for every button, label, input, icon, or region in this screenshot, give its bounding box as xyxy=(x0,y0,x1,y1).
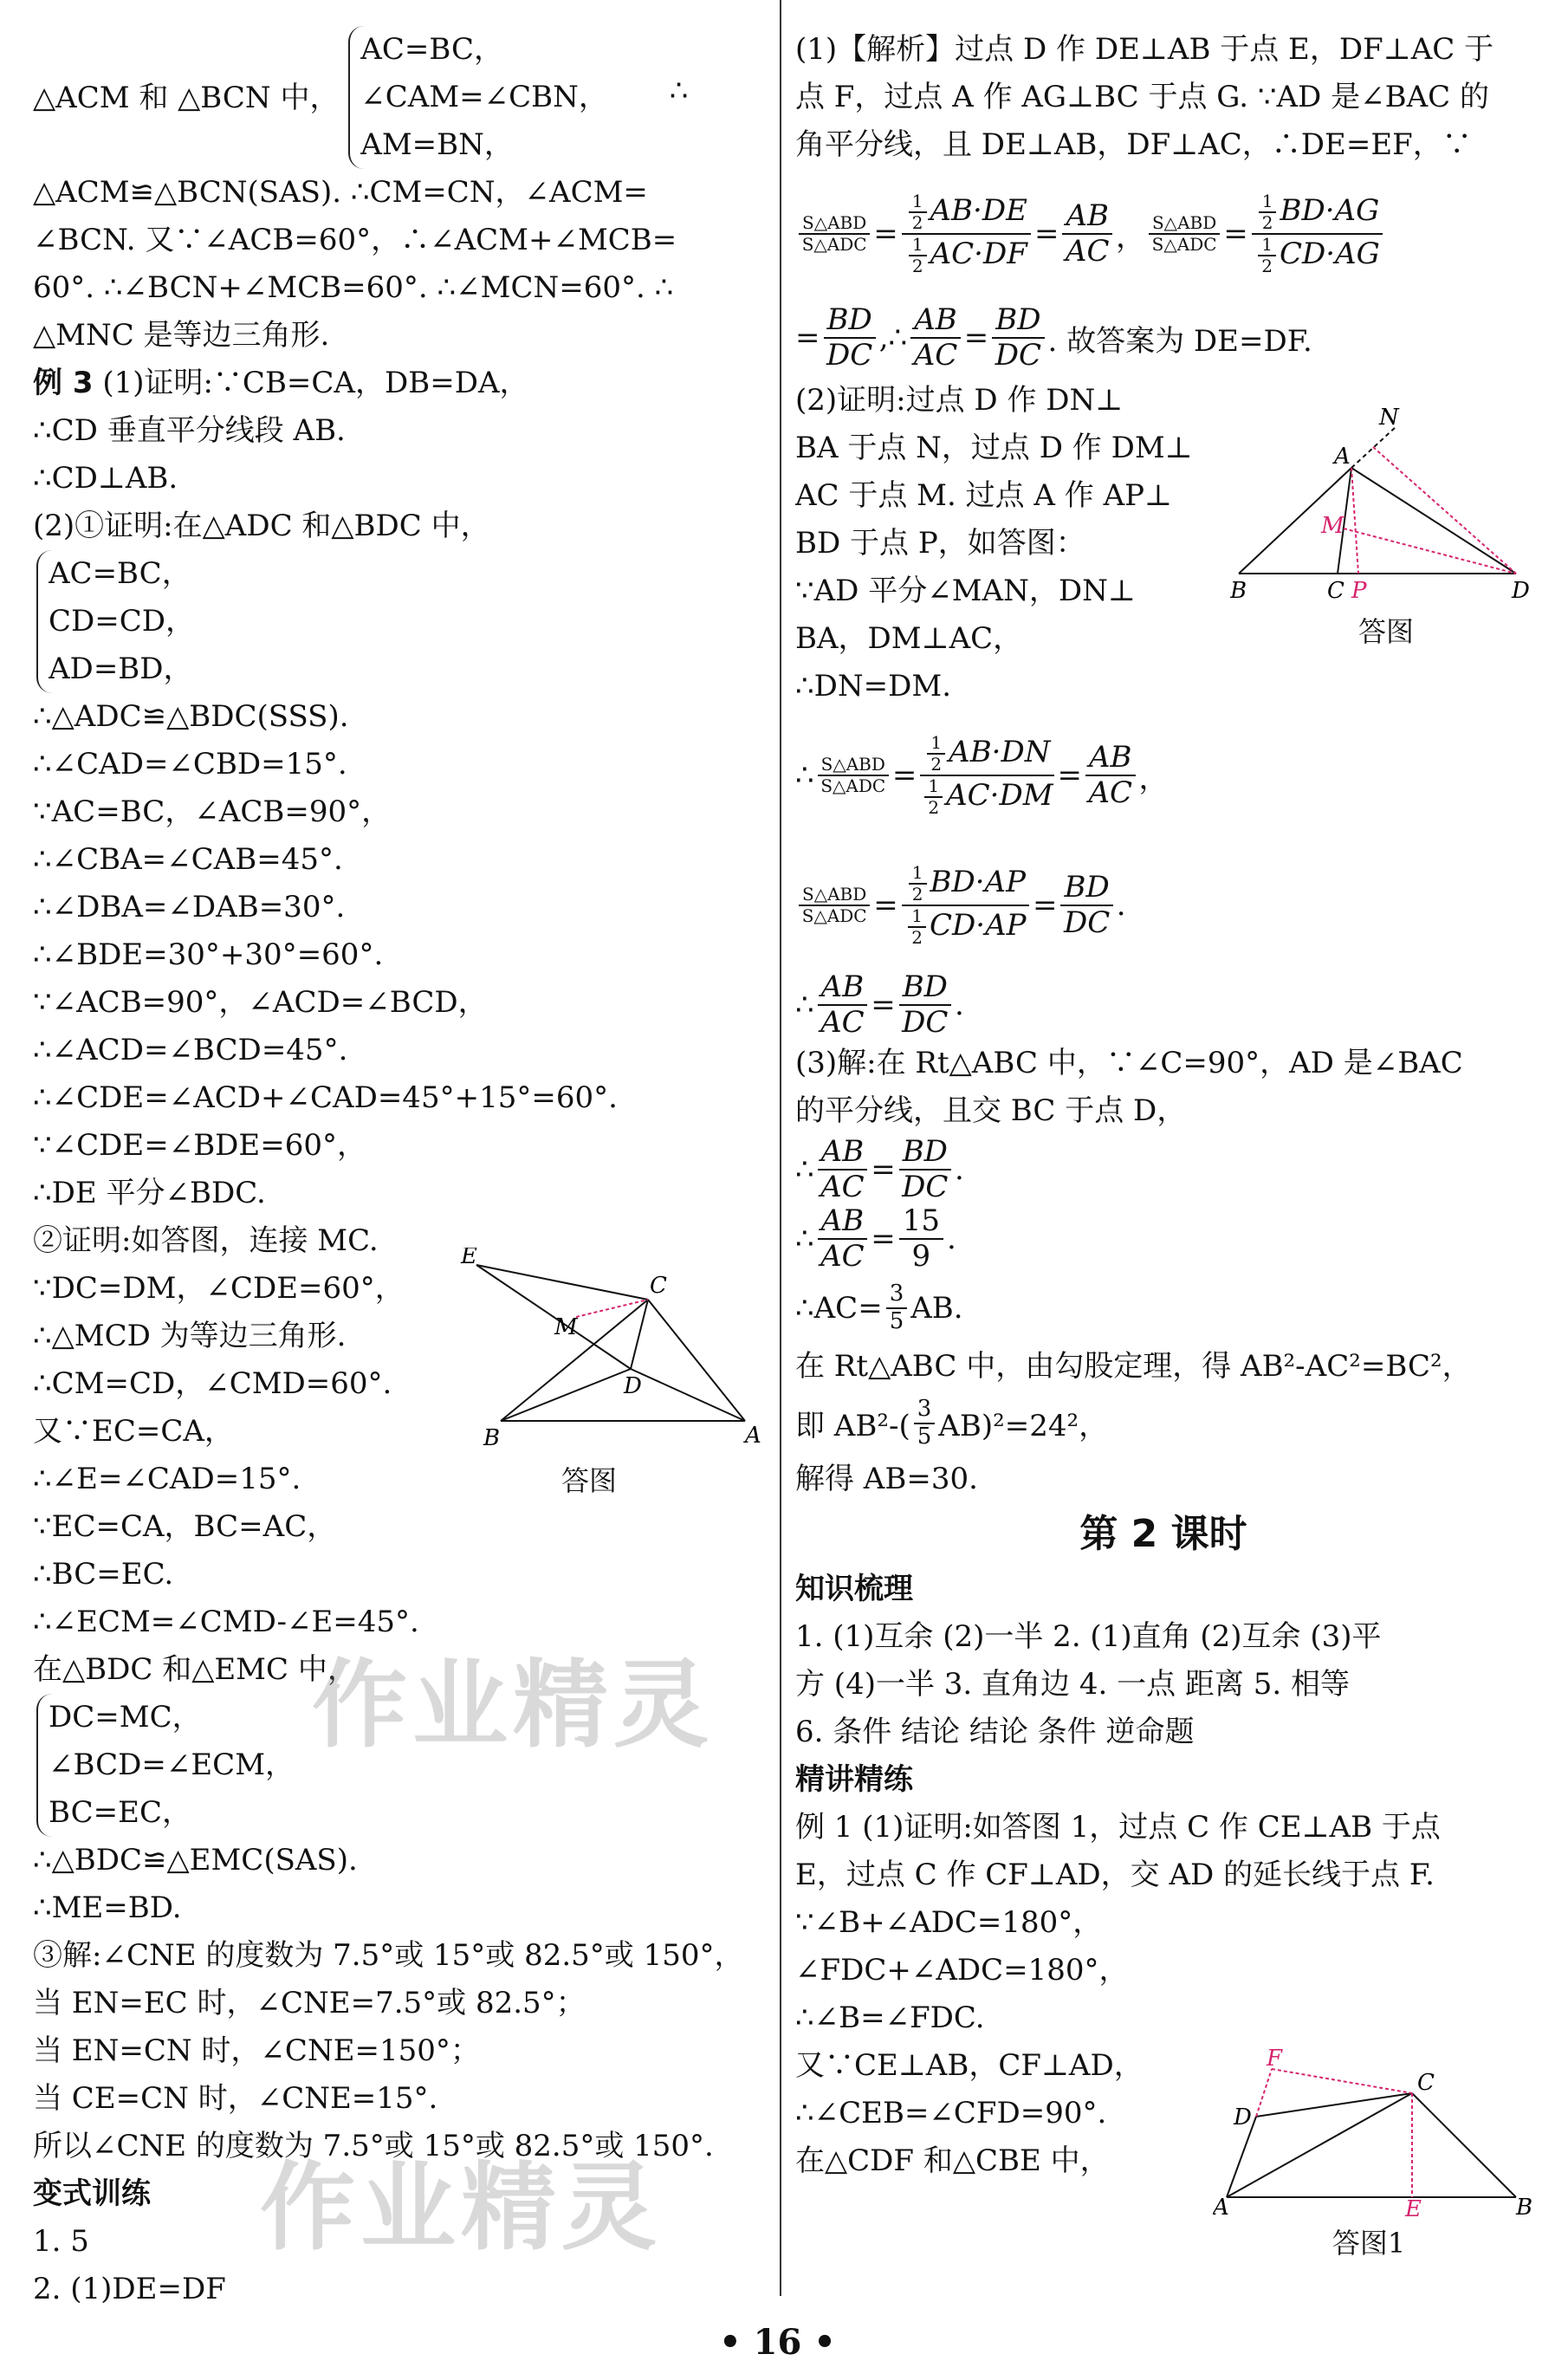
solution-line: (3)解:在 Rt△ABC 中，∵∠C=90°，AD 是∠BAC xyxy=(795,1046,1463,1080)
brace-conditions-1 xyxy=(348,26,608,169)
proof-line: ∴∠CDE=∠ACD+∠CAD=45°+15°=60°. xyxy=(33,1080,618,1115)
proof-line: ∴ME=BD. xyxy=(33,1890,182,1925)
label-B: B xyxy=(1516,2195,1533,2218)
proof-line: 当 EN=EC 时，∠CNE=7.5°或 82.5°； xyxy=(33,1986,586,2020)
label-P: P xyxy=(1351,578,1367,604)
proof-line: ∴△MCD 为等边三角形. xyxy=(33,1319,347,1353)
proof-line: ∴∠CAD=∠CBD=15°. xyxy=(33,747,347,781)
knowledge-line: 方 (4)一半 3. 直角边 4. 一点 距离 5. 相等 xyxy=(795,1667,1350,1702)
answer-line: 1. 5 xyxy=(33,2224,89,2259)
label-E: E xyxy=(1405,2196,1422,2218)
watermark: 作业精灵 xyxy=(312,1650,714,1761)
congruence-intro xyxy=(33,26,778,169)
geometry-figure-right-bottom xyxy=(1213,2045,1542,2218)
section-heading-knowledge: 知识梳理 xyxy=(795,1572,913,1606)
solution-line: 点 F，过点 A 作 AG⊥BC 于点 G. ∵AD 是∠BAC 的 xyxy=(795,80,1489,114)
solution-line: 的平分线，且交 BC 于点 D， xyxy=(795,1093,1187,1128)
proof-line: 所以∠CNE 的度数为 7.5°或 15°或 82.5°或 150°. xyxy=(33,2129,714,2163)
proof-line: 又∵EC=CA， xyxy=(33,1414,234,1449)
label-B: B xyxy=(1230,578,1247,604)
right-column xyxy=(795,26,1532,2185)
proof-line: ∴∠E=∠CAD=15°. xyxy=(33,1462,301,1496)
label-N: N xyxy=(1379,407,1399,431)
proof-line: 例 1 (1)证明:如答图 1，过点 C 作 CE⊥AB 于点 xyxy=(795,1810,1441,1845)
proof-line: ∴△ADC≌△BDC(SSS). xyxy=(33,699,349,734)
formula-row-6: ∴ $\frac{AB}{AC}$ = $\frac{BD}{DC}$ . xyxy=(795,1133,964,1204)
label-C: C xyxy=(1417,2070,1435,2096)
proof-line: ∴CD 垂直平分线段 AB. xyxy=(33,413,346,448)
proof-line: ∴∠BDE=30°+30°=60°. xyxy=(33,937,384,972)
proof-line: ∵∠ACB=90°，∠ACD=∠BCD， xyxy=(33,985,488,1020)
proof-line: ∴∠DBA=∠DAB=30°. xyxy=(33,890,346,924)
label-E: E xyxy=(461,1248,477,1269)
formula-row-9: 即 AB²-( $\frac{3}{5}$ AB)²=24²， xyxy=(795,1395,1109,1449)
figure-right-bottom xyxy=(1213,2045,1542,2279)
example-label: 例 3 xyxy=(33,366,94,400)
formula-row-3: ∴ $\frac{\text{S△ABD}}{\text{S△ADC}}$ = $\frac{1}{2}$ AB·DN $\frac{1}{2}$ AC·DM = $\frac{AB}{AC}$ ， xyxy=(795,732,1169,818)
proof-line: ∠FDC+∠ADC=180°， xyxy=(795,1953,1129,1988)
proof-line: ∴∠ACD=∠BCD=45°. xyxy=(33,1033,348,1067)
brace-conditions-3 xyxy=(36,1694,295,1837)
proof-line: ∵∠CDE=∠BDE=60°， xyxy=(33,1128,367,1163)
formula-row-2: = $\frac{BD}{DC}$ ,∴ $\frac{AB}{AC}$ = $\frac{BD}{DC}$ . 故答案为 DE=DF. xyxy=(795,302,1312,373)
condition: BC=EC， xyxy=(49,1795,191,1830)
proof-line: ∴∠CBA=∠CAB=45°. xyxy=(33,842,343,877)
section-heading-variant: 变式训练 xyxy=(33,2176,151,2211)
label-C: C xyxy=(650,1273,667,1299)
proof-line: ∴DE 平分∠BDC. xyxy=(33,1176,266,1210)
condition: ∠BCD=∠ECM， xyxy=(49,1748,295,1782)
proof-line: ∵∠B+∠ADC=180°， xyxy=(795,1905,1103,1940)
solution-line: 在 Rt△ABC 中，由勾股定理，得 AB²-AC²=BC²， xyxy=(795,1349,1472,1384)
knowledge-line: 6. 条件 结论 结论 条件 逆命题 xyxy=(795,1715,1195,1749)
figure-left xyxy=(459,1248,771,1497)
proof-line: E，过点 C 作 CF⊥AD，交 AD 的延长线于点 F. xyxy=(795,1858,1435,1892)
column-divider xyxy=(780,0,781,2296)
watermark: 作业精灵 xyxy=(260,2152,662,2263)
proof-line: (1)证明:∵CB=CA，DB=DA， xyxy=(102,366,529,400)
condition: AC=BC， xyxy=(49,556,191,591)
intro-text: △ACM 和 △BCN 中， xyxy=(33,81,340,115)
solution-line: 解得 AB=30. xyxy=(795,1462,978,1496)
proof-line: 在△CDF 和△CBE 中， xyxy=(795,2143,1110,2178)
label-B: B xyxy=(483,1425,501,1451)
proof-line: ∠BCN. 又∵∠ACB=60°，∴∠ACM+∠MCB= xyxy=(33,223,677,257)
condition: AC=BC， xyxy=(360,32,503,67)
geometry-figure-right-top xyxy=(1230,407,1542,606)
proof-line: △ACM≌△BCN(SAS). ∴CM=CN，∠ACM= xyxy=(33,175,648,210)
proof-line: 在△BDC 和△EMC 中， xyxy=(33,1652,357,1687)
formula-row-4: $\frac{\text{S△ABD}}{\text{S△ADC}}$ = $\frac{1}{2}$ BD·AP $\frac{1}{2}$ CD·AP = $\frac{BD}{DC}$ . xyxy=(795,840,1532,970)
label-D: D xyxy=(624,1373,642,1399)
fraction: $\frac{1}{2}$ AB·DE $\frac{1}{2}$ AC·DF xyxy=(902,191,1031,276)
proof-line: ∴△BDC≌△EMC(SAS). xyxy=(33,1843,358,1877)
label-A: A xyxy=(1334,444,1351,470)
proof-line: (2)证明:过点 D 作 DN⊥ xyxy=(795,383,1124,418)
label-D: D xyxy=(1512,578,1530,604)
formula-row-5: ∴ $\frac{AB}{AC}$ = $\frac{BD}{DC}$ . xyxy=(795,969,964,1040)
condition: AM=BN， xyxy=(360,127,514,162)
formula-row-7: ∴ $\frac{AB}{AC}$ = $\frac{15}{9}$ . xyxy=(795,1203,956,1274)
proof-line: (2)①证明:在△ADC 和△BDC 中， xyxy=(33,509,490,543)
proof-line: ②证明:如答图，连接 MC. xyxy=(33,1223,379,1258)
answer-text: . 故答案为 DE=DF. xyxy=(1047,323,1312,359)
therefore-sign: ∴ xyxy=(669,74,689,108)
condition: DC=MC， xyxy=(49,1700,202,1735)
proof-line: 当 EN=CN 时，∠CNE=150°； xyxy=(33,2033,480,2068)
proof-line: AC 于点 M. 过点 A 作 AP⊥ xyxy=(795,478,1172,513)
label-M: M xyxy=(1321,513,1344,539)
proof-line: ∴CD⊥AB. xyxy=(33,461,178,496)
figure-right-top xyxy=(1230,407,1542,650)
left-column xyxy=(33,26,778,2313)
proof-line: ∴∠B=∠FDC. xyxy=(795,2001,985,2035)
label-D: D xyxy=(1234,2104,1252,2130)
answer-line: 2. (1)DE=DF xyxy=(33,2272,226,2306)
section-heading-practice: 精讲精练 xyxy=(795,1762,913,1797)
brace-conditions-2 xyxy=(36,550,195,693)
proof-line: ∵DC=DM，∠CDE=60°， xyxy=(33,1271,405,1306)
figure-caption: 答图 xyxy=(1357,615,1414,648)
proof-line: BA 于点 N，过点 D 作 DM⊥ xyxy=(795,431,1193,465)
geometry-figure-left xyxy=(459,1248,771,1456)
figure-caption: 答图1 xyxy=(1331,2227,1406,2260)
proof-line: BD 于点 P，如答图： xyxy=(795,526,1085,561)
example-3-line xyxy=(33,360,778,407)
fraction: $\frac{1}{2}$ BD·AG $\frac{1}{2}$ CD·AG xyxy=(1252,191,1383,276)
proof-line: ∵EC=CA，BC=AC， xyxy=(33,1509,337,1544)
proof-line: 又∵CE⊥AB，CF⊥AD， xyxy=(795,2048,1144,2083)
proof-line: 当 CE=CN 时，∠CNE=15°. xyxy=(33,2081,438,2116)
condition: CD=CD， xyxy=(49,604,196,639)
proof-line: ∵AC=BC，∠ACB=90°， xyxy=(33,794,392,829)
proof-line: ∴BC=EC. xyxy=(33,1557,174,1592)
proof-line: ∴∠ECM=∠CMD-∠E=45°. xyxy=(33,1605,419,1639)
fraction: $\frac{AB}{AC}$ xyxy=(1062,199,1112,269)
proof-line: ∴DN=DM. xyxy=(795,669,952,704)
figure-caption: 答图 xyxy=(560,1464,617,1497)
solution-line: (1)【解析】过点 D 作 DE⊥AB 于点 E，DF⊥AC 于 xyxy=(795,32,1494,67)
condition: ∠CAM=∠CBN， xyxy=(360,80,608,114)
knowledge-line: 1. (1)互余 (2)一半 2. (1)直角 (2)互余 (3)平 xyxy=(795,1619,1382,1654)
proof-line: ③解:∠CNE 的度数为 7.5°或 15°或 82.5°或 150°， xyxy=(33,1938,744,1973)
proof-line: ∴∠CEB=∠CFD=90°. xyxy=(795,2096,1107,2130)
formula-row-1: $\frac{\text{S△ABD}}{\text{S△ADC}}$ = $\frac{1}{2}$ AB·DE $\frac{1}{2}$ AC·DF = $\frac{AB}{AC}$ ， $\frac{\text{S△ABD}}{\text{S△ADC}}$ = $\frac{1}{2}$ BD·AG $\frac{1}{2}$ CD·AG xyxy=(795,169,1532,299)
proof-line: ∵AD 平分∠MAN，DN⊥ xyxy=(795,574,1136,608)
label-M: M xyxy=(554,1314,578,1340)
fraction: $\frac{\text{S△ABD}}{\text{S△ADC}}$ xyxy=(799,213,870,255)
formula-row-8: ∴AC= $\frac{3}{5}$ AB. xyxy=(795,1281,963,1334)
lesson-title: 第 2 课时 xyxy=(1079,1512,1247,1556)
label-F: F xyxy=(1267,2046,1283,2072)
proof-line: BA，DM⊥AC， xyxy=(795,621,1023,656)
label-A: A xyxy=(1213,2195,1229,2218)
proof-line: ∴CM=CD，∠CMD=60°. xyxy=(33,1366,392,1401)
condition: AD=BD， xyxy=(49,652,193,686)
page-number: • 16 • xyxy=(719,2322,836,2363)
proof-line: △MNC 是等边三角形. xyxy=(33,318,330,353)
label-C: C xyxy=(1327,578,1344,604)
proof-line: 60°. ∴∠BCN+∠MCB=60°. ∴∠MCN=60°. ∴ xyxy=(33,270,674,305)
solution-line: 角平分线，且 DE⊥AB，DF⊥AC，∴DE=EF，∵ xyxy=(795,127,1472,162)
fraction: $\frac{\text{S△ABD}}{\text{S△ADC}}$ xyxy=(1149,213,1220,255)
label-A: A xyxy=(745,1423,761,1449)
